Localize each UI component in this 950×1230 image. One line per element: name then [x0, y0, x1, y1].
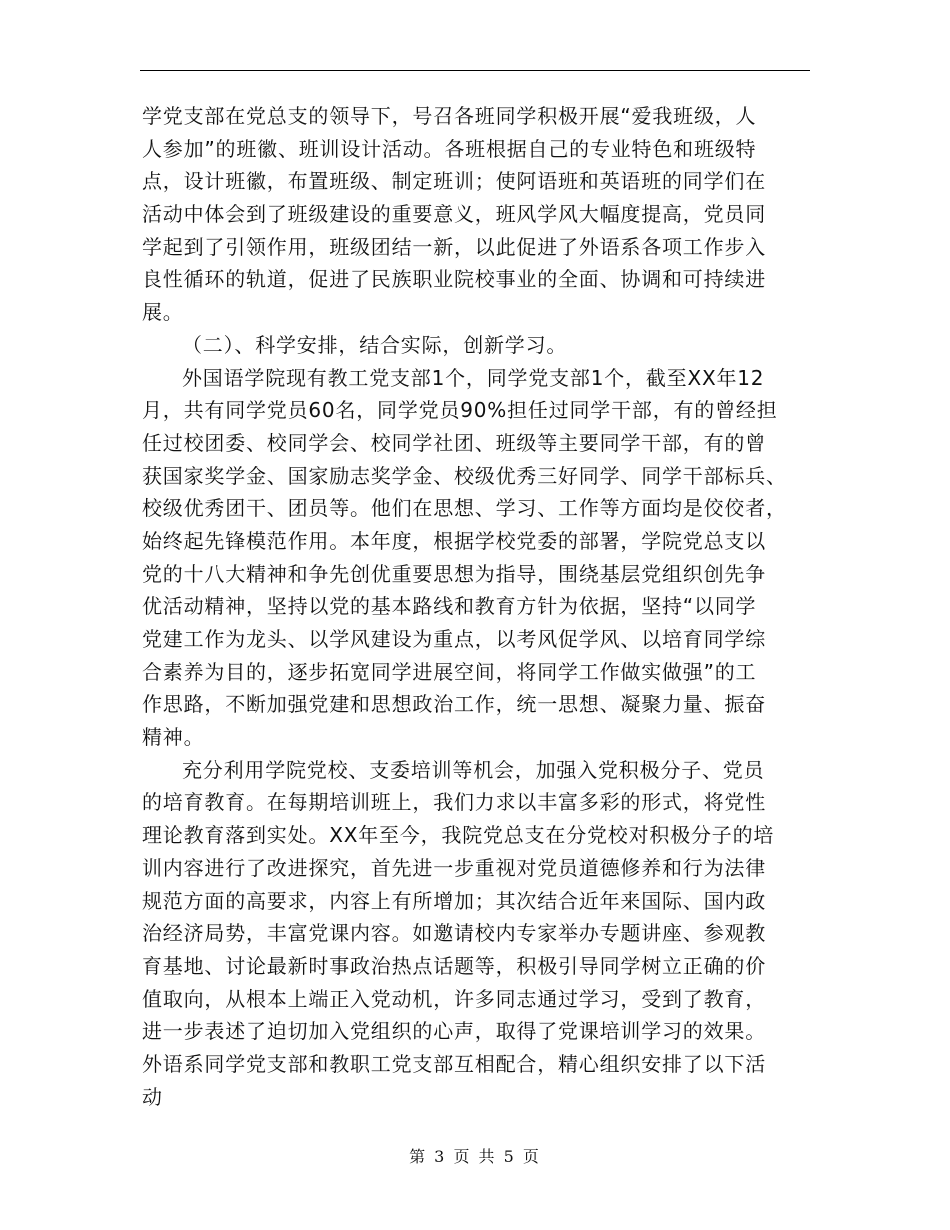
text-line: 治经济局势，丰富党课内容。如邀请校内专家举办专题讲座、参观教: [142, 921, 766, 946]
text-line: 良性循环的轨道，促进了民族职业院校事业的全面、协调和可持续进: [142, 267, 766, 292]
text-line: 精神。: [142, 725, 205, 750]
text-line: 育基地、讨论最新时事政治热点话题等，积极引导同学树立正确的价: [142, 953, 766, 978]
header-rule: [140, 70, 810, 71]
text-line: 规范方面的高要求，内容上有所增加；其次结合近年来国际、国内政: [142, 888, 766, 913]
text-line: 优活动精神，坚持以党的基本路线和教育方针为依据，坚持“以同学: [142, 594, 757, 619]
text-line: 月，共有同学党员60名，同学党员90%担任过同学干部，有的曾经担: [142, 398, 778, 423]
text-line: 作思路，不断加强党建和思想政治工作，统一思想、凝聚力量、振奋: [142, 692, 766, 717]
page-footer: 第 3 页 共 5 页: [409, 1147, 541, 1166]
text-line: 外国语学院现有教工党支部1个，同学党支部1个，截至XX年12: [182, 365, 765, 390]
text-line: 合素养为目的，逐步拓宽同学进展空间，将同学工作做实做强”的工: [142, 659, 757, 684]
text-line: 点，设计班徽，布置班级、制定班训；使阿语班和英语班的同学们在: [142, 169, 766, 194]
text-line: 训内容进行了改进探究，首先进一步重视对党员道德修养和行为法律: [142, 855, 766, 880]
text-line: 进一步表述了迫切加入党组织的心声，取得了党课培训学习的效果。: [142, 1019, 766, 1044]
text-line: 的培育教育。在每期培训班上，我们力求以丰富多彩的形式，将党性: [142, 790, 766, 815]
text-line: 学起到了引领作用，班级团结一新，以此促进了外语系各项工作步入: [142, 234, 766, 259]
text-line: 党建工作为龙头、以学风建设为重点，以考风促学风、以培育同学综: [142, 627, 766, 651]
text-line: 校级优秀团干、团员等。他们在思想、学习、工作等方面均是佼佼者，: [142, 496, 787, 521]
text-line: 理论教育落到实处。XX年至今，我院党总支在分党校对积极分子的培: [142, 823, 775, 848]
text-line: 人参加”的班徽、班训设计活动。各班根据自己的专业特色和班级特: [142, 136, 757, 161]
text-line: 学党支部在党总支的领导下，号召各班同学积极开展“爱我班级，人: [142, 104, 757, 128]
text-line: 获国家奖学金、国家励志奖学金、校级优秀三好同学、同学干部标兵、: [142, 463, 787, 488]
text-line: 动: [142, 1084, 163, 1109]
text-line: 展。: [142, 300, 184, 325]
text-line: （二）、科学安排，结合实际，创新学习。: [182, 332, 568, 357]
document-body: [142, 100, 812, 1113]
text-line: 活动中体会到了班级建设的重要意义，班风学风大幅度提高，党员同: [142, 202, 766, 227]
text-line: 值取向，从根本上端正入党动机，许多同志通过学习，受到了教育，: [142, 986, 766, 1011]
text-line: 党的十八大精神和争先创优重要思想为指导，围绕基层党组织创先争: [142, 561, 766, 586]
text-line: 外语系同学党支部和教职工党支部互相配合，精心组织安排了以下活: [142, 1051, 766, 1076]
text-line: 始终起先锋模范作用。本年度，根据学校党委的部署，学院党总支以: [142, 528, 766, 553]
text-line: 任过校团委、校同学会、校同学社团、班级等主要同学干部，有的曾: [142, 430, 766, 455]
text-line: 充分利用学院党校、支委培训等机会，加强入党积极分子、党员: [182, 757, 765, 782]
